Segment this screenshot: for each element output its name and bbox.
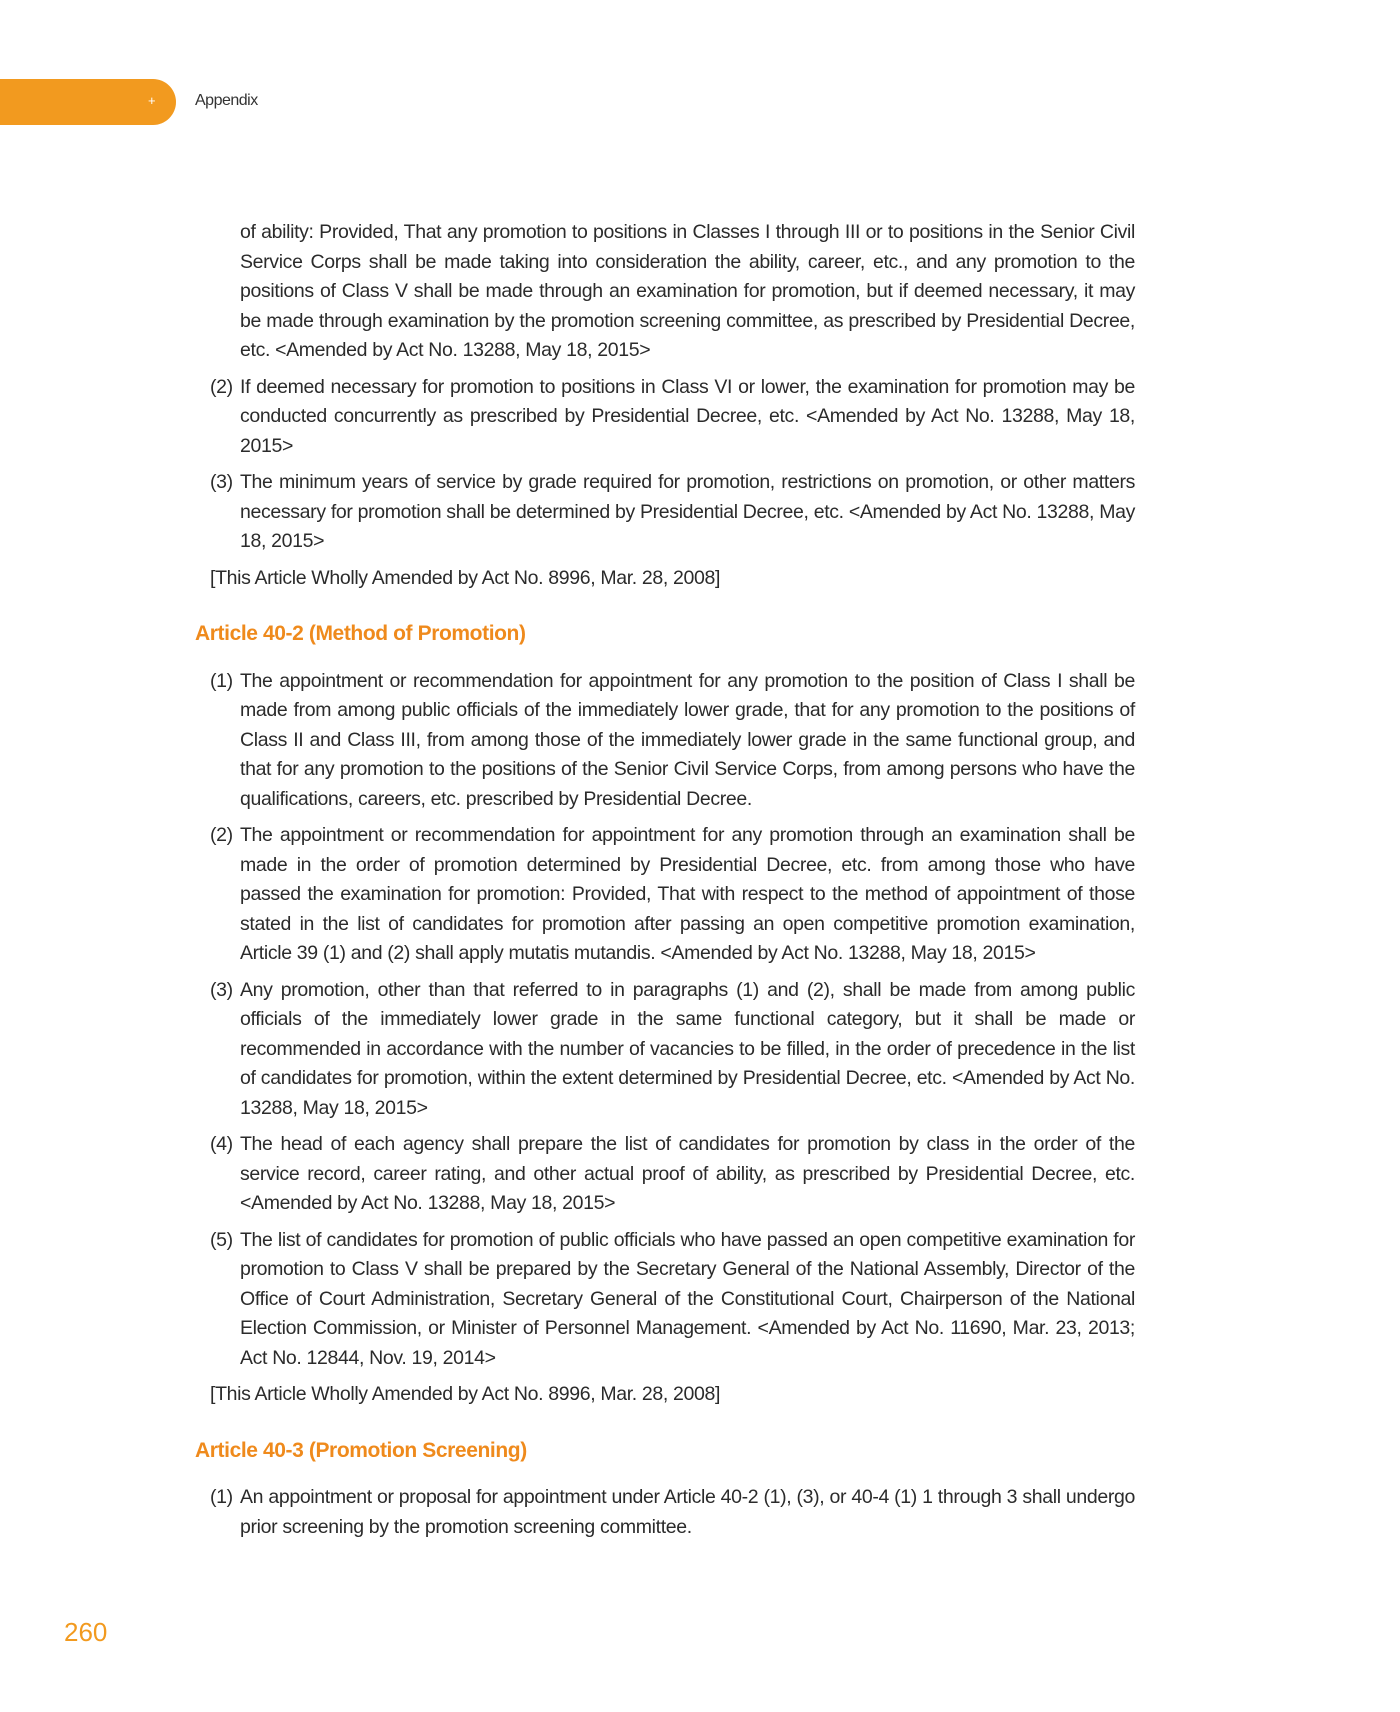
item-text: The head of each agency shall prepare the list of candidates for promotion by class in the order of the service record, career rating, and other actual proof of ability, as prescribed by Presidential Decree, etc. <Amended by Act No. 13288, May 18, 2015>: [240, 1133, 1135, 1214]
item-number: (1): [210, 1486, 233, 1508]
paragraph-item: [210, 821, 1135, 969]
item-number: (4): [210, 1133, 233, 1155]
paragraph-item: [210, 468, 1135, 557]
paragraph-item: [210, 1226, 1135, 1374]
article-heading: Article 40-3 (Promotion Screening): [195, 1438, 527, 1462]
item-number: (2): [210, 375, 233, 398]
item-text: An appointment or proposal for appointment under Article 40-2 (1), (3), or 40-4 (1) 1 through 3 shall undergo prior screening by the promotion screening committee.: [240, 1486, 1135, 1538]
amendment-note: [This Article Wholly Amended by Act No. 8996, Mar. 28, 2008]: [210, 1383, 721, 1405]
paragraph-item: [210, 976, 1135, 1124]
amendment-note: [This Article Wholly Amended by Act No. 8996, Mar. 28, 2008]: [210, 566, 721, 589]
continued-paragraph: of ability: Provided, That any promotion to positions in Classes I through III or to positions in the Senior Civil Service Corps shall be made taking into consideration the ability, career, etc., and any promotion to the positions of Class V shall be made through an examination for promotion, but if deemed necessary, it may be made through examination by the promotion screening committee, as prescribed by Presidential Decree, etc. <Amended by Act No. 13288, May 18, 2015>: [240, 221, 1135, 361]
paragraph-item: [210, 373, 1135, 462]
item-number: (2): [210, 824, 233, 846]
paragraph-item: [210, 1483, 1135, 1542]
page-number: 260: [64, 1617, 108, 1647]
item-number: (1): [210, 669, 233, 692]
paragraph-item: [210, 1130, 1135, 1219]
item-text: The minimum years of service by grade required for promotion, restrictions on promotion, or other matters necessary for promotion shall be determined by Presidential Decree, etc. <Amended by Act No. 13288, May 18, 2015>: [240, 471, 1135, 552]
item-number: (3): [210, 471, 233, 493]
item-text: If deemed necessary for promotion to positions in Class VI or lower, the examination for promotion may be conducted concurrently as prescribed by Presidential Decree, etc. <Amended by Act No. 13288, May 18, 2015>: [240, 375, 1135, 457]
item-number: (5): [210, 1228, 233, 1251]
plus-icon: +: [148, 93, 156, 108]
item-text: The list of candidates for promotion of public officials who have passed an open competitive examination for promotion to Class V shall be prepared by the Secretary General of the National Assembly, Director of the Office of Court Administration, Secretary General of the Constitutional Court, Chairperson of the National Election Commission, or Minister of Personnel Management. <Amended by Act No. 11690, Mar. 23, 2013; Act No. 12844, Nov. 19, 2014>: [240, 1228, 1135, 1369]
section-title: Appendix: [195, 92, 258, 109]
item-text: The appointment or recommendation for appointment for any promotion to the position of Class I shall be made from among public officials of the immediately lower grade, that for any promotion to the positions of Class II and Class III, from among those of the immediately lower grade in the same functional group, and that for any promotion to the positions of the Senior Civil Service Corps, from among persons who have the qualifications, careers, etc. prescribed by Presidential Decree.: [240, 669, 1135, 810]
item-text: The appointment or recommendation for appointment for any promotion through an examination shall be made in the order of promotion determined by Presidential Decree, etc. from among those who have passed the examination for promotion: Provided, That with respect to the method of appointment of those stated in the list of candidates for promotion after passing an open competitive promotion examination, Article 39 (1) and (2) shall apply mutatis mutandis. <Amended by Act No. 13288, May 18, 2015>: [240, 824, 1135, 964]
item-text: Any promotion, other than that referred to in paragraphs (1) and (2), shall be made from among public officials of the immediately lower grade in the same functional category, but it shall be made or recommended in accordance with the number of vacancies to be filled, in the order of precedence in the list of candidates for promotion, within the extent determined by Presidential Decree, etc. <Amended by Act No. 13288, May 18, 2015>: [240, 978, 1135, 1119]
item-number: (3): [210, 978, 233, 1001]
page-body: [195, 218, 1135, 1549]
article-heading: Article 40-2 (Method of Promotion): [195, 622, 526, 645]
paragraph-item: [210, 667, 1135, 815]
